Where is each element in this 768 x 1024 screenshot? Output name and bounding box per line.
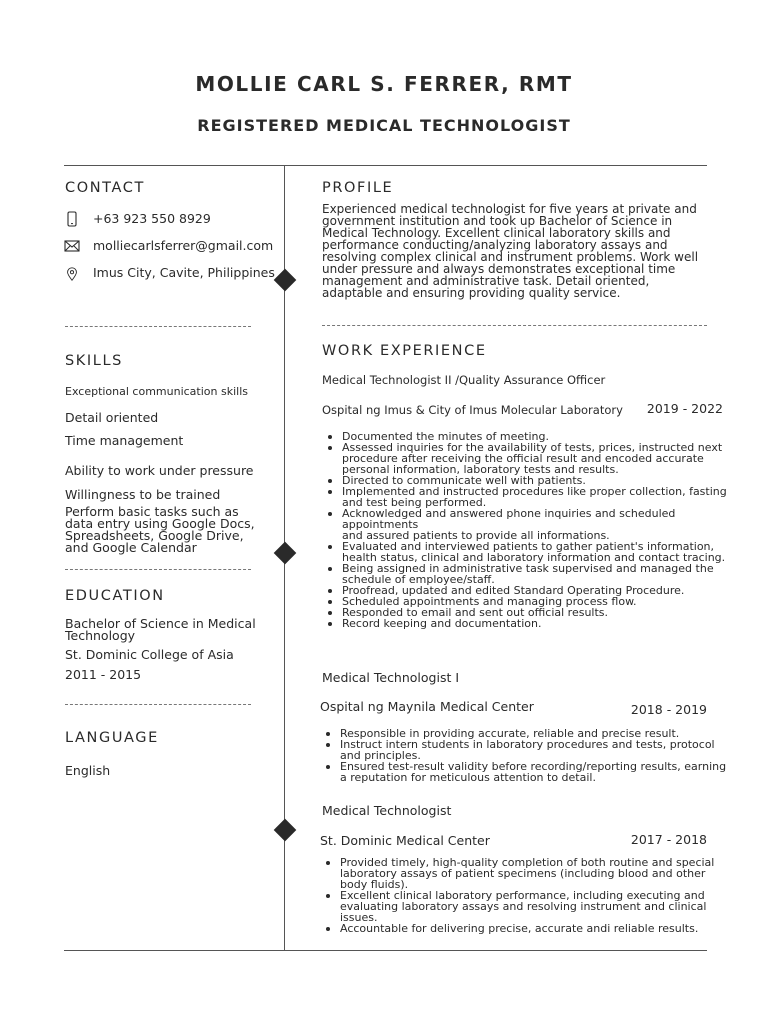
skill-item: Willingness to be trained xyxy=(65,487,221,502)
list-item: Acknowledged and answered phone inquiries and scheduled appointments xyxy=(342,508,734,530)
list-item: and assured patients to provide all informations. xyxy=(342,529,610,542)
contact-address: Imus City, Cavite, Philippines xyxy=(93,265,275,280)
job-employer: St. Dominic Medical Center xyxy=(320,833,490,848)
list-item: Implemented and instructed procedures like proper collection, fasting and test being performed. xyxy=(342,486,734,508)
list-item: Responded to email and sent out official results. xyxy=(342,607,734,618)
contact-phone: +63 923 550 8929 xyxy=(93,211,211,226)
section-divider xyxy=(65,326,251,327)
job-duties xyxy=(322,431,734,629)
education-heading: EDUCATION xyxy=(65,588,165,604)
language-item: English xyxy=(65,763,111,778)
job-position: Medical Technologist II /Quality Assurance Officer xyxy=(322,373,606,387)
education-degree: Bachelor of Science in Medical Technology xyxy=(65,616,256,643)
profile-heading: PROFILE xyxy=(322,180,394,196)
resume-title: REGISTERED MEDICAL TECHNOLOGIST xyxy=(197,116,571,135)
skills-heading: SKILLS xyxy=(65,353,123,369)
profile-text: Experienced medical technologist for five years at private and government institution and took up Bachelor of Science in Medical Technology. Excellent clinical laboratory skills and performance conducting/analyzing laboratory assays and resolving complex clinical and instrument problems. Work well under pressure and always demonstrates exceptional time management and administrative task. Detail oriented, adaptable and ensuring providing quality service. xyxy=(322,202,699,300)
section-divider xyxy=(322,325,707,326)
section-divider xyxy=(65,569,251,570)
bottom-divider xyxy=(64,950,707,951)
section-divider xyxy=(65,704,251,705)
timeline-diamond xyxy=(274,269,297,292)
job-duties xyxy=(320,857,732,934)
timeline-diamond xyxy=(274,542,297,565)
job-years: 2018 - 2019 xyxy=(630,702,707,717)
list-item: Accountable for delivering precise, accurate andi reliable results. xyxy=(340,923,732,934)
location-pin-icon xyxy=(64,266,80,282)
list-item: Scheduled appointments and managing process flow. xyxy=(342,596,734,607)
list-item: Evaluated and interviewed patients to gather patient's information, health status, clinical and laboratory information and contact tracing. xyxy=(342,541,734,563)
phone-icon xyxy=(64,211,80,227)
job-years: 2017 - 2018 xyxy=(630,832,707,847)
resume-name: MOLLIE CARL S. FERRER, RMT xyxy=(195,72,573,96)
list-item: Record keeping and documentation. xyxy=(342,618,734,629)
language-heading: LANGUAGE xyxy=(65,730,159,746)
job-employer: Ospital ng Imus & City of Imus Molecular Laboratory xyxy=(322,403,623,417)
job-employer: Ospital ng Maynila Medical Center xyxy=(320,699,534,714)
job-years: 2019 - 2022 xyxy=(646,401,723,416)
skill-item: Exceptional communication skills xyxy=(65,385,248,398)
job-position: Medical Technologist xyxy=(322,803,452,818)
contact-email: molliecarlsferrer@gmail.com xyxy=(93,238,274,253)
skill-item: Perform basic tasks such as data entry using Google Docs, Spreadsheets, Google Drive, and Google Calendar xyxy=(65,504,255,555)
list-item: Directed to communicate well with patients. xyxy=(342,475,734,486)
education-school: St. Dominic College of Asia xyxy=(65,647,234,662)
list-item: Provided timely, high-quality completion of both routine and special laboratory assays of patient specimens (including blood and other body fluids). xyxy=(340,857,732,890)
list-item: Responsible in providing accurate, reliable and precise result. xyxy=(340,728,732,739)
list-item: Being assigned in administrative task supervised and managed the schedule of employee/staff. xyxy=(342,563,734,585)
education-years: 2011 - 2015 xyxy=(65,667,142,682)
job-position: Medical Technologist I xyxy=(322,670,460,685)
top-divider xyxy=(64,165,707,166)
skill-item: Time management xyxy=(65,433,184,448)
skill-item: Detail oriented xyxy=(65,410,159,425)
list-item: Documented the minutes of meeting. xyxy=(342,431,734,442)
list-item: Ensured test-result validity before recording/reporting results, earning a reputation for meticulous attention to detail. xyxy=(340,761,732,783)
timeline-diamond xyxy=(274,819,297,842)
job-duties xyxy=(320,728,732,783)
work-heading: WORK EXPERIENCE xyxy=(322,343,487,359)
email-icon xyxy=(64,238,80,254)
list-item: Proofread, updated and edited Standard Operating Procedure. xyxy=(342,585,734,596)
list-item: Excellent clinical laboratory performance, including executing and evaluating laboratory assays and resolving instrument and clinical issues. xyxy=(340,890,732,923)
list-item: Instruct intern students in laboratory procedures and tests, protocol and principles. xyxy=(340,739,732,761)
contact-heading: CONTACT xyxy=(65,180,145,196)
skill-item: Ability to work under pressure xyxy=(65,463,254,478)
list-item: Assessed inquiries for the availability of tests, prices, instructed next procedure after receiving the official result and encoded accurate personal information, laboratory tests and results. xyxy=(342,442,734,475)
